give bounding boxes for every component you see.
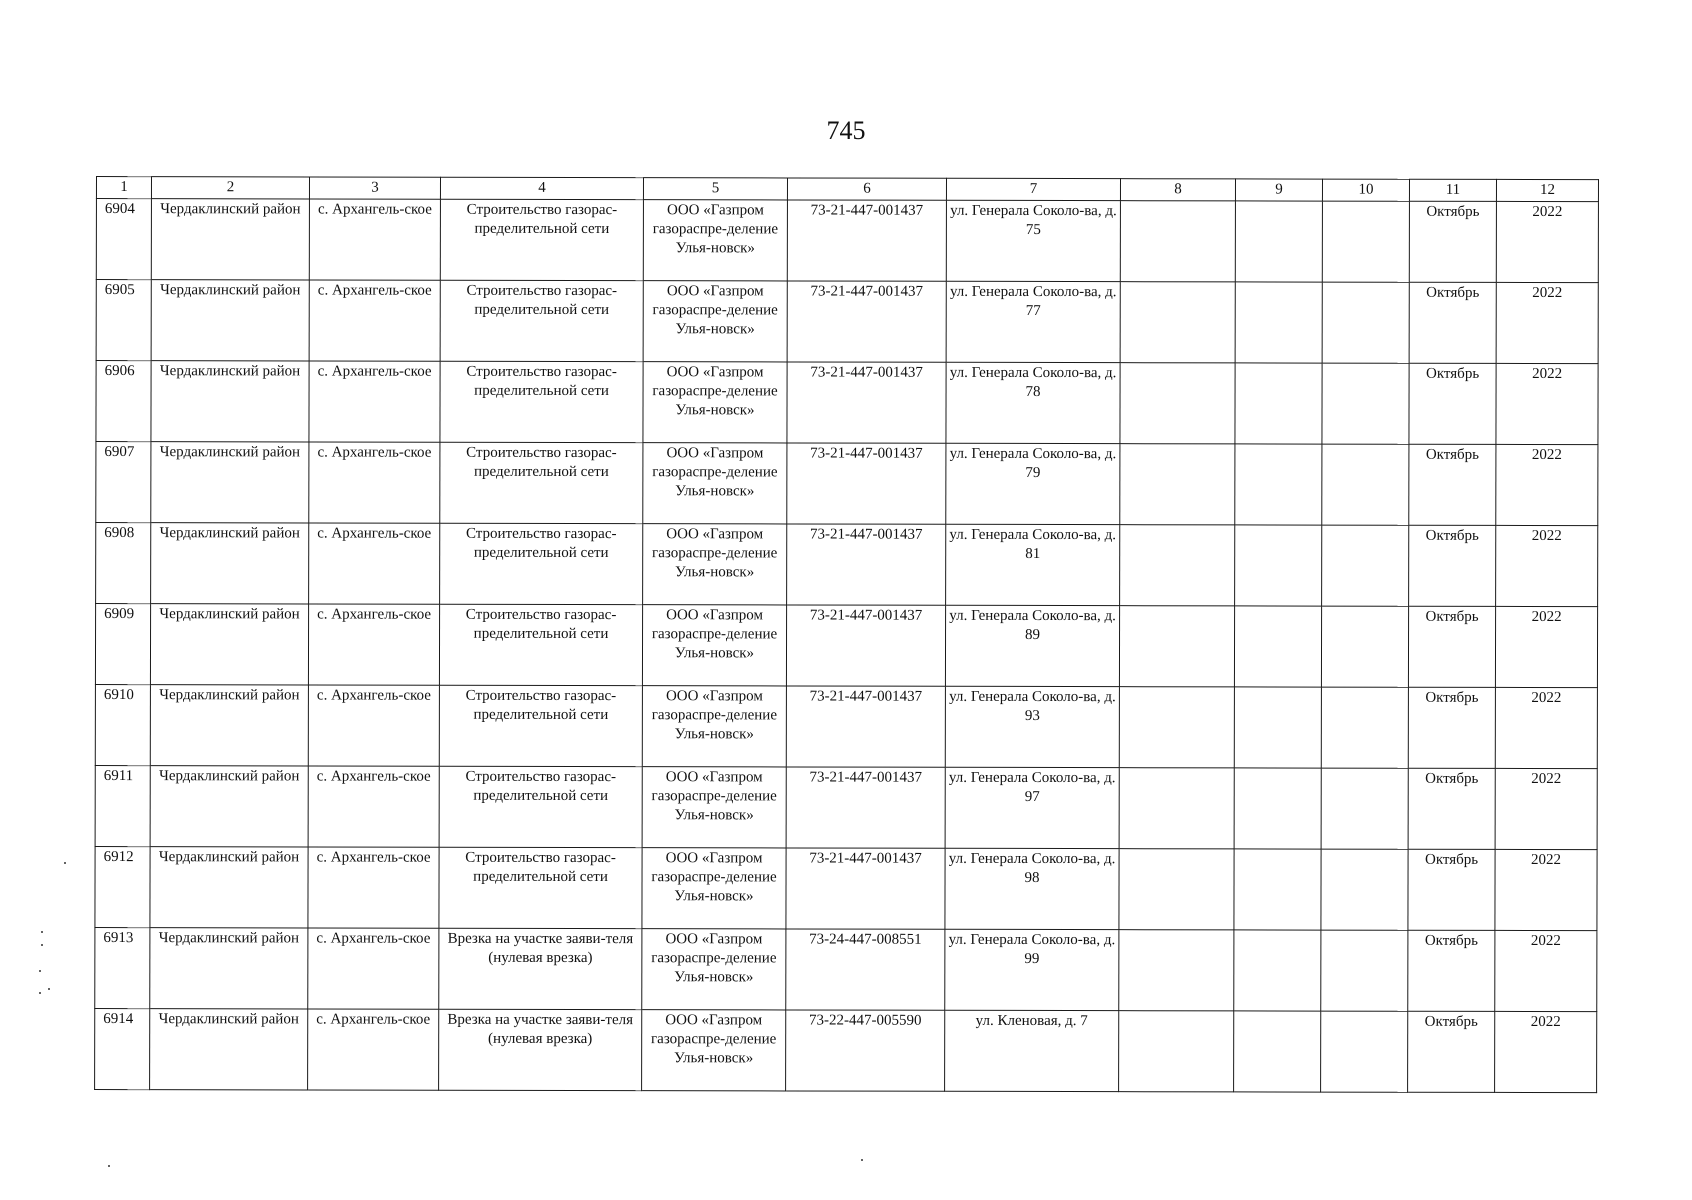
table-row: [96, 361, 1598, 445]
work-type-cell: Строительство газорас-пределительной сети: [439, 604, 642, 685]
col9-cell: [1235, 363, 1322, 444]
col9-cell: [1234, 1011, 1321, 1092]
address-cell: ул. Генерала Соколо-ва, д. 75: [946, 200, 1120, 281]
col8-cell: [1120, 525, 1235, 606]
work-type-cell: Строительство газорас-пределительной сети: [440, 442, 643, 523]
column-header-6: 6: [787, 178, 946, 200]
address-cell: ул. Генерала Соколо-ва, д. 99: [945, 929, 1119, 1010]
work-type-cell: Строительство газорас-пределительной сети: [439, 766, 642, 847]
settlement-cell: с. Архангель-ское: [308, 766, 439, 847]
table-header: [96, 177, 1598, 202]
month-cell: Октябрь: [1409, 363, 1496, 444]
district-cell: Чердаклинский район: [150, 685, 308, 766]
table-row: [96, 280, 1598, 364]
organization-cell: ООО «Газпром газораспре-деление Улья-новск»: [643, 200, 787, 281]
district-cell: Чердаклинский район: [151, 442, 309, 523]
col9-cell: [1235, 444, 1322, 525]
year-cell: 2022: [1496, 363, 1598, 444]
month-cell: Октябрь: [1408, 687, 1495, 768]
settlement-cell: с. Архангель-ское: [309, 199, 440, 280]
scan-speck: [39, 970, 41, 972]
col8-cell: [1119, 849, 1234, 930]
code-cell: 73-21-447-001437: [787, 281, 946, 362]
col10-cell: [1321, 687, 1408, 768]
scan-speck: [41, 931, 43, 933]
district-cell: Чердаклинский район: [151, 523, 309, 604]
settlement-cell: с. Архангель-ское: [309, 442, 440, 523]
table-row: [96, 523, 1598, 607]
organization-cell: ООО «Газпром газораспре-деление Улья-новск»: [642, 686, 786, 767]
work-type-cell: Строительство газорас-пределительной сети: [439, 847, 642, 928]
col10-cell: [1321, 768, 1408, 849]
col8-cell: [1119, 768, 1234, 849]
work-type-cell: Врезка на участке заяви-теля (нулевая врезка): [439, 928, 642, 1009]
col10-cell: [1321, 930, 1408, 1011]
organization-cell: ООО «Газпром газораспре-деление Улья-новск»: [643, 281, 787, 362]
col10-cell: [1322, 201, 1409, 282]
table-row: [95, 684, 1597, 768]
month-cell: Октябрь: [1408, 1011, 1495, 1092]
column-header-4: 4: [440, 177, 643, 199]
column-header-11: 11: [1409, 179, 1496, 201]
col9-cell: [1234, 606, 1321, 687]
address-cell: ул. Генерала Соколо-ва, д. 89: [945, 605, 1119, 686]
organization-cell: ООО «Газпром газораспре-деление Улья-новск»: [642, 1010, 786, 1091]
code-cell: 73-21-447-001437: [786, 848, 945, 929]
table-row: [95, 927, 1597, 1011]
settlement-cell: с. Архангель-ское: [309, 361, 440, 442]
record-number: 6906: [96, 361, 151, 442]
settlement-cell: с. Архангель-ское: [309, 523, 440, 604]
table-body: [95, 199, 1599, 1093]
scan-speck: [861, 1159, 863, 1161]
settlement-cell: с. Архангель-ское: [308, 928, 439, 1009]
district-cell: Чердаклинский район: [151, 199, 309, 280]
code-cell: 73-21-447-001437: [786, 605, 945, 686]
code-cell: 73-22-447-005590: [786, 1010, 945, 1091]
table-row: [95, 765, 1597, 849]
organization-cell: ООО «Газпром газораспре-деление Улья-новск»: [642, 767, 786, 848]
settlement-cell: с. Архангель-ское: [308, 847, 439, 928]
work-type-cell: Строительство газорас-пределительной сети: [440, 280, 643, 361]
work-type-cell: Строительство газорас-пределительной сети: [440, 523, 643, 604]
header-row: [96, 177, 1598, 202]
settlement-cell: с. Архангель-ское: [308, 604, 439, 685]
settlement-cell: с. Архангель-ское: [308, 685, 439, 766]
year-cell: 2022: [1495, 930, 1597, 1011]
table-container: [94, 176, 1598, 1093]
col8-cell: [1119, 687, 1234, 768]
settlement-cell: с. Архангель-ское: [309, 280, 440, 361]
col9-cell: [1235, 525, 1322, 606]
code-cell: 73-21-447-001437: [786, 767, 945, 848]
column-header-5: 5: [643, 178, 787, 200]
district-cell: Чердаклинский район: [150, 604, 308, 685]
col10-cell: [1321, 1011, 1408, 1092]
table-row: [96, 442, 1598, 526]
record-number: 6907: [96, 442, 151, 523]
col8-cell: [1120, 201, 1235, 282]
record-number: 6905: [96, 280, 151, 361]
col8-cell: [1120, 444, 1235, 525]
organization-cell: ООО «Газпром газораспре-деление Улья-новск»: [642, 848, 786, 929]
col8-cell: [1120, 282, 1235, 363]
month-cell: Октябрь: [1409, 444, 1496, 525]
year-cell: 2022: [1495, 768, 1597, 849]
month-cell: Октябрь: [1409, 525, 1496, 606]
col9-cell: [1235, 282, 1322, 363]
month-cell: Октябрь: [1408, 606, 1495, 687]
column-header-3: 3: [309, 177, 440, 199]
month-cell: Октябрь: [1408, 930, 1495, 1011]
work-type-cell: Врезка на участке заяви-теля (нулевая врезка): [439, 1009, 642, 1090]
record-number: 6914: [95, 1008, 150, 1089]
code-cell: 73-21-447-001437: [787, 200, 946, 281]
scan-speck: [39, 992, 41, 994]
scan-speck: [108, 1165, 110, 1167]
col8-cell: [1119, 930, 1234, 1011]
code-cell: 73-21-447-001437: [787, 443, 946, 524]
month-cell: Октябрь: [1409, 201, 1496, 282]
year-cell: 2022: [1496, 201, 1598, 282]
organization-cell: ООО «Газпром газораспре-деление Улья-новск»: [643, 443, 787, 524]
col9-cell: [1234, 849, 1321, 930]
scan-speck: [64, 862, 66, 864]
record-number: 6910: [95, 684, 150, 765]
col8-cell: [1120, 363, 1235, 444]
organization-cell: ООО «Газпром газораспре-деление Улья-новск»: [642, 929, 786, 1010]
organization-cell: ООО «Газпром газораспре-деление Улья-новск»: [643, 524, 787, 605]
column-header-8: 8: [1120, 179, 1235, 201]
code-cell: 73-21-447-001437: [787, 362, 946, 443]
record-number: 6904: [96, 199, 151, 280]
address-cell: ул. Генерала Соколо-ва, д. 77: [946, 281, 1120, 362]
district-cell: Чердаклинский район: [151, 280, 309, 361]
address-cell: ул. Кленовая, д. 7: [945, 1010, 1119, 1091]
col9-cell: [1234, 930, 1321, 1011]
district-cell: Чердаклинский район: [150, 928, 308, 1009]
scan-speck: [41, 944, 43, 946]
year-cell: 2022: [1495, 849, 1597, 930]
col10-cell: [1321, 606, 1408, 687]
col9-cell: [1235, 201, 1322, 282]
register-table: [94, 176, 1599, 1093]
column-header-1: 1: [96, 177, 151, 199]
record-number: 6913: [95, 927, 150, 1008]
district-cell: Чердаклинский район: [150, 1009, 308, 1090]
address-cell: ул. Генерала Соколо-ва, д. 97: [945, 767, 1119, 848]
month-cell: Октябрь: [1408, 768, 1495, 849]
district-cell: Чердаклинский район: [151, 361, 309, 442]
table-row: [96, 199, 1598, 283]
work-type-cell: Строительство газорас-пределительной сети: [440, 199, 643, 280]
col10-cell: [1322, 525, 1409, 606]
col9-cell: [1234, 687, 1321, 768]
record-number: 6911: [95, 765, 150, 846]
column-header-9: 9: [1235, 179, 1322, 201]
address-cell: ул. Генерала Соколо-ва, д. 79: [946, 443, 1120, 524]
district-cell: Чердаклинский район: [150, 847, 308, 928]
record-number: 6912: [95, 846, 150, 927]
code-cell: 73-21-447-001437: [786, 686, 945, 767]
page-number: 745: [826, 116, 866, 145]
col9-cell: [1234, 768, 1321, 849]
year-cell: 2022: [1496, 525, 1598, 606]
record-number: 6908: [96, 523, 151, 604]
settlement-cell: с. Архангель-ское: [308, 1009, 439, 1090]
month-cell: Октябрь: [1409, 282, 1496, 363]
col10-cell: [1321, 849, 1408, 930]
organization-cell: ООО «Газпром газораспре-деление Улья-новск»: [643, 362, 787, 443]
column-header-7: 7: [946, 178, 1120, 200]
year-cell: 2022: [1496, 282, 1598, 363]
code-cell: 73-21-447-001437: [787, 524, 946, 605]
year-cell: 2022: [1495, 687, 1597, 768]
year-cell: 2022: [1495, 606, 1597, 687]
col8-cell: [1119, 606, 1234, 687]
work-type-cell: Строительство газорас-пределительной сети: [440, 361, 643, 442]
address-cell: ул. Генерала Соколо-ва, д. 98: [945, 848, 1119, 929]
year-cell: 2022: [1496, 444, 1598, 525]
address-cell: ул. Генерала Соколо-ва, д. 81: [946, 524, 1120, 605]
column-header-2: 2: [151, 177, 309, 199]
month-cell: Октябрь: [1408, 849, 1495, 930]
year-cell: 2022: [1495, 1011, 1597, 1092]
column-header-10: 10: [1322, 179, 1409, 201]
record-number: 6909: [95, 604, 150, 685]
col10-cell: [1322, 363, 1409, 444]
col10-cell: [1322, 282, 1409, 363]
col10-cell: [1322, 444, 1409, 525]
table-row: [95, 846, 1597, 930]
table-row: [95, 604, 1597, 688]
organization-cell: ООО «Газпром газораспре-деление Улья-новск»: [642, 605, 786, 686]
col8-cell: [1119, 1011, 1234, 1092]
address-cell: ул. Генерала Соколо-ва, д. 78: [946, 362, 1120, 443]
code-cell: 73-24-447-008551: [786, 929, 945, 1010]
table-row: [95, 1008, 1597, 1092]
scan-speck: [48, 988, 50, 990]
district-cell: Чердаклинский район: [150, 766, 308, 847]
work-type-cell: Строительство газорас-пределительной сети: [439, 685, 642, 766]
address-cell: ул. Генерала Соколо-ва, д. 93: [945, 686, 1119, 767]
column-header-12: 12: [1496, 179, 1598, 201]
